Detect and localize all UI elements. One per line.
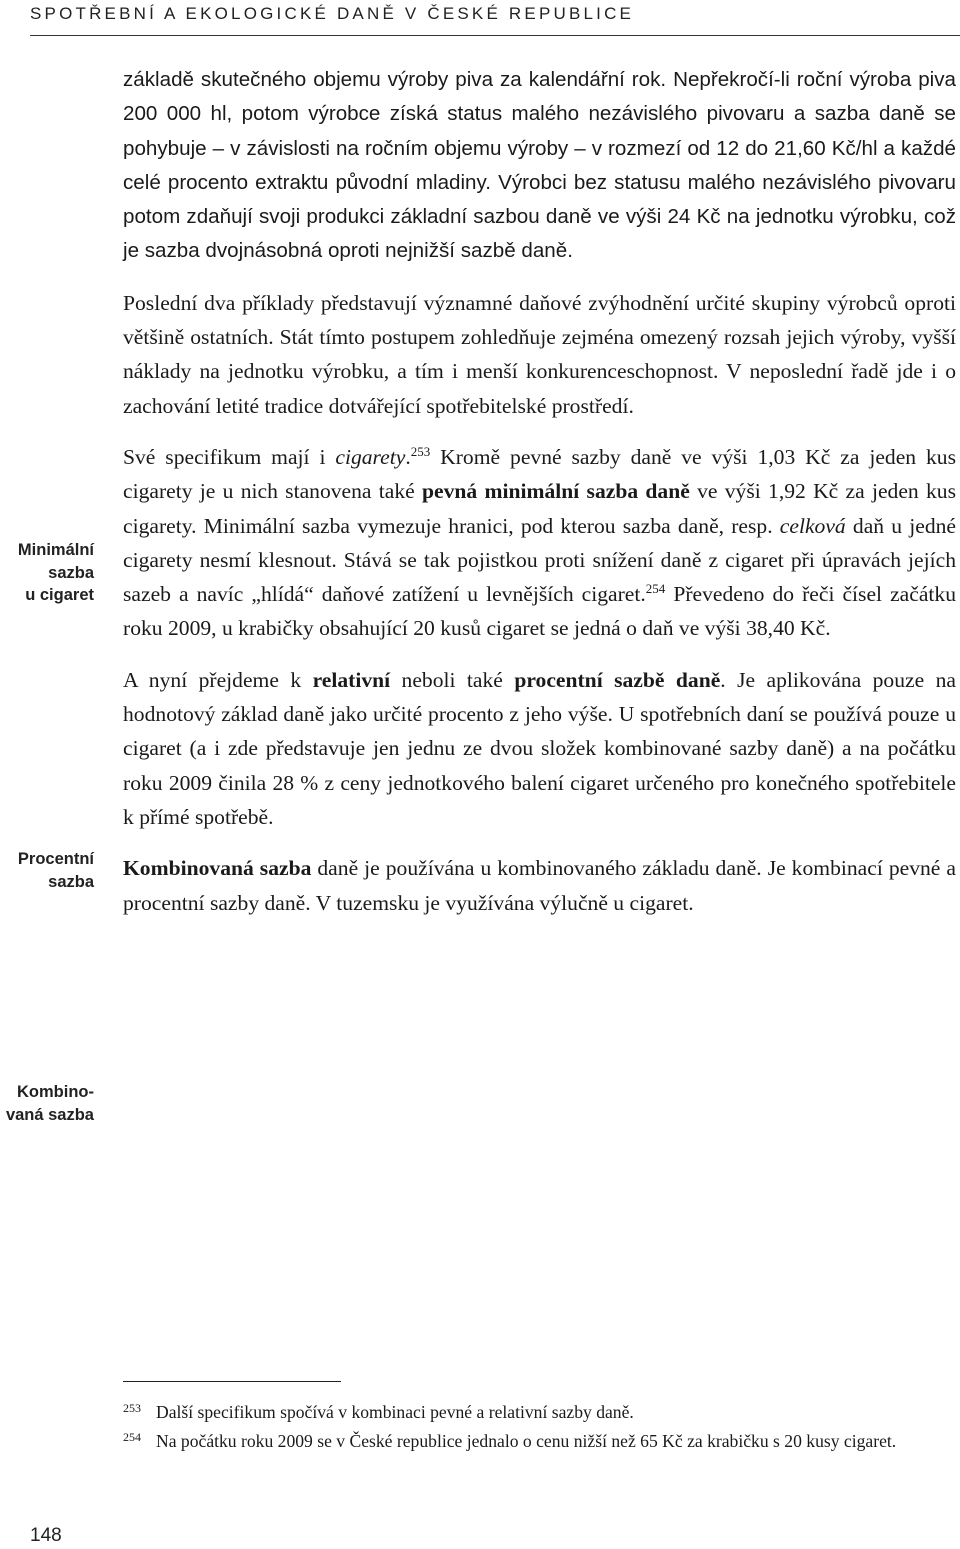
footnote-ref-254: 254 (645, 581, 666, 597)
footnote-rule (123, 1381, 341, 1382)
footnote-254: 254 Na počátku roku 2009 se v České republice jednalo o cenu nižší než 65 Kč za krabičku s 20 kusy cigaret. (123, 1430, 897, 1451)
running-title: SPOTŘEBNÍ A EKOLOGICKÉ DANĚ V ČESKÉ REPUBLICE (30, 4, 635, 23)
paragraph-minimal-rate: Své specifikum mají i cigarety.$^{253}$ Kromě pevné sazby daně ve výši 1,03 Kč za jeden kus cigarety je u nich stanovena také pevná minimální sazba daně ve výši 1,92 Kč za jeden kus cigarety. Minimální sazba vymezuje hranici, pod kterou sazba daně, resp. celková daň u jedné cigarety nesmí klesnout. Stává se tak pojistkou proti snížení daně z cigaret při úpravách jejích sazeb a navíc „hlídá“ daňové zatížení u levnějších cigaret.$^{254}$ Převedeno do řeči čísel začátku roku 2009, u krabičky obsahující 20 kusů cigaret se jedná o daň ve výši 38,40 Kč. (123, 443, 957, 641)
main-text (123, 63, 956, 937)
paragraph-advantage: Poslední dva příklady představují významné daňové zvýhodnění určité skupiny výrobců oproti většině ostatních. Stát tímto postupem zohledňuje zejména omezený rozsah jejich výroby, vyšší náklady na jednotku výrobku, a tím i menší konkurenceschopnost. V neposlední řadě jde i o zachování letité tradice dotvářející spotřebitelské prostředí. (123, 290, 956, 418)
margin-note-percent-rate: Procentní sazba (17, 850, 94, 891)
footnote-253: 253 Další specifikum spočívá v kombinaci pevné a relativní sazby daně. (123, 1401, 634, 1422)
page-number: 148 (30, 1525, 62, 1546)
margin-note-combined-rate: Kombino- vaná sazba (5, 1083, 94, 1124)
paragraph-combined-rate: Kombinovaná sazba daně je používána u kombinovaného základu daně. Je kombinací pevné a procentní sazby daně. V tuzemsku je využívána výlučně u cigaret. (123, 856, 956, 915)
paragraph-percent-rate: A nyní přejdeme k relativní neboli také procentní sazbě daně. Je aplikována pouze na hodnotový základ daně jako určité procento z jeho výše. U spotřebních daní se používá pouze u cigaret (a i zde představuje jen jednu ze dvou složek kombinované sazby daně) a na počátku roku 2009 činila 28 % z ceny jednotkového balení cigaret určeného pro konečného spotřebitele k přímé spotřebě. (123, 667, 956, 829)
footnotes (123, 1398, 956, 1456)
paragraph-beer-rates: základě skutečného objemu výroby piva za kalendářní rok. Nepřekročí-li roční výroba piva 200 000 hl, potom výrobce získá status malého nezávislého pivovaru a sazba daně se pohybuje – v závislosti na ročním objemu výroby – v rozmezí od 12 do 21,60 Kč/hl a každé celé procento extraktu původní mladiny. Výrobci bez statusu malého nezávislého pivovaru potom zdaňují svoji produkci základní sazbou daně ve výši 24 Kč na jednotku výrobku, což je sazba dvojnásobná oproti nejnižší sazbě daně. (123, 68, 956, 263)
footnote-ref-253: 253 (410, 443, 431, 459)
header-rule (30, 35, 960, 36)
margin-note-minimal-rate: Minimální sazba u cigaret (17, 541, 94, 604)
